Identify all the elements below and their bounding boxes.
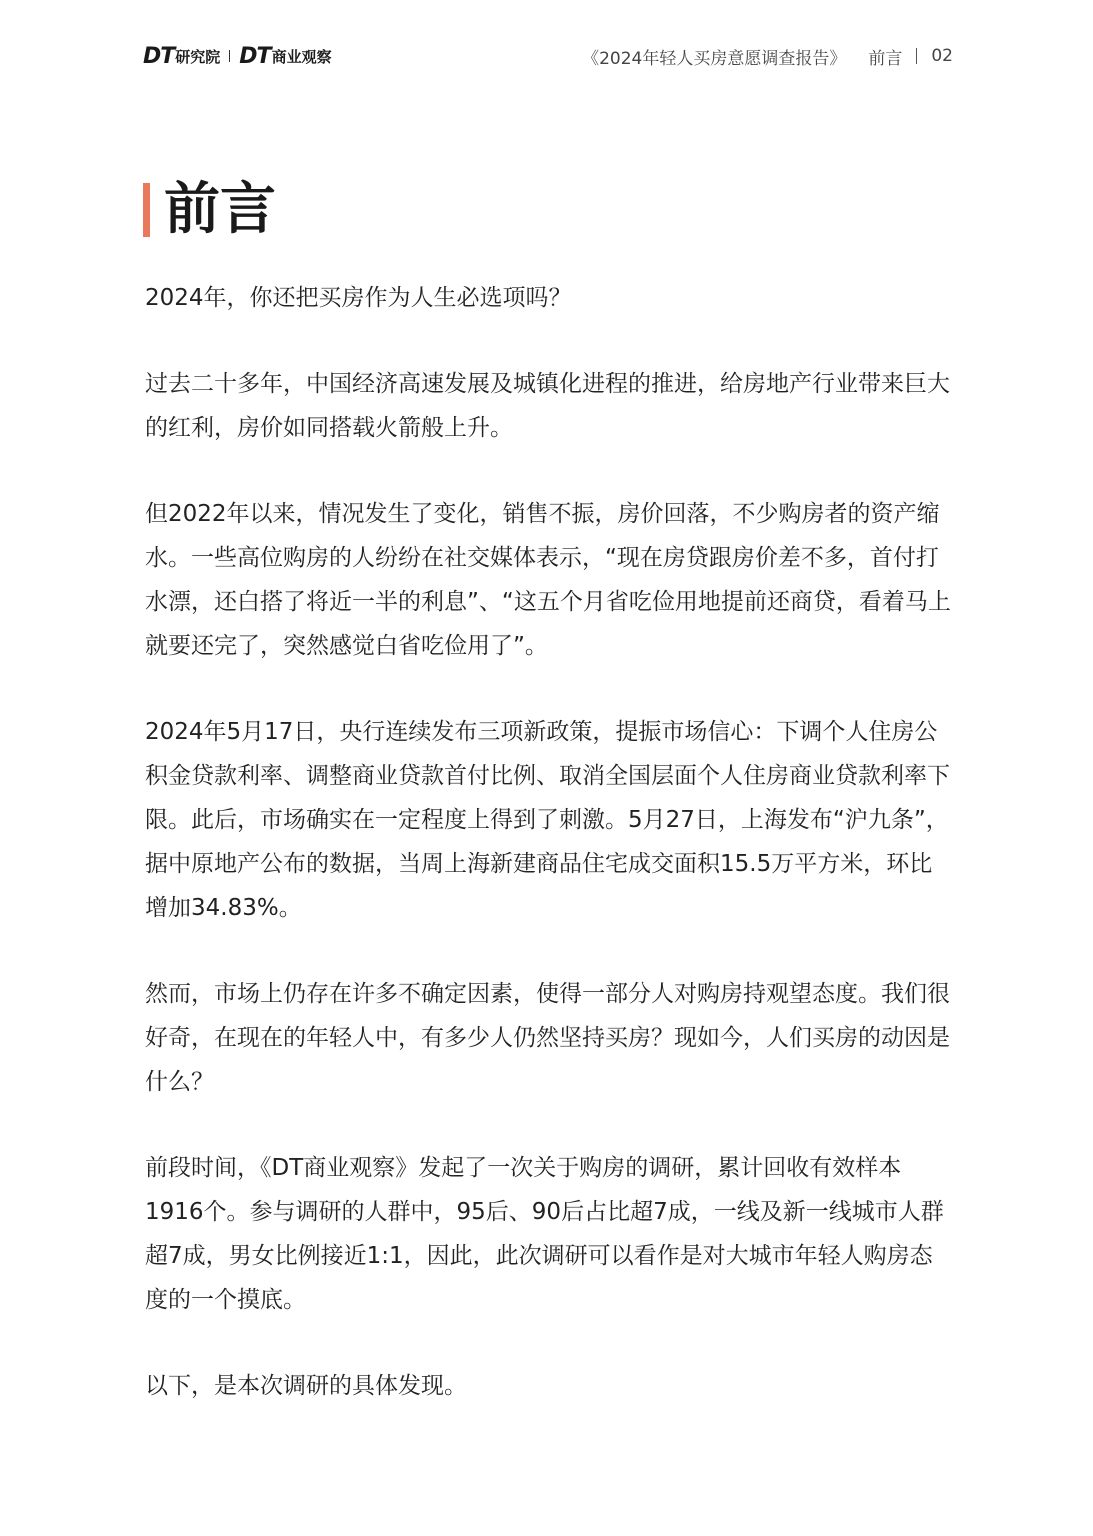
paragraph-2: 过去二十多年，中国经济高速发展及城镇化进程的推进，给房地产行业带来巨大的红利，房价如同搭载火箭般上升。	[145, 371, 950, 441]
brand-research-institute: 研究院	[175, 47, 221, 66]
page-header	[143, 38, 953, 74]
paragraph-7: 以下，是本次调研的具体发现。	[145, 1373, 467, 1399]
paragraph-4: 2024年5月17日，央行连续发布三项新政策，提振市场信心：下调个人住房公积金贷款利率、调整商业贷款首付比例、取消全国层面个人住房商业贷款利率下限。此后，市场确实在一定程度上得到了刺激。5月27日，上海发布“沪九条”，据中原地产公布的数据，当周上海新建商品住宅成交面积15.5万平方米，环比增加34.83%。	[145, 719, 950, 921]
page-title: 前言	[164, 177, 276, 242]
paragraph-6: 前段时间，《DT商业观察》发起了一次关于购房的调研，累计回收有效样本1916个。参与调研的人群中，95后、90后占比超7成，一线及新一线城市人群超7成，男女比例接近1:1，因此，此次调研可以看作是对大城市年轻人购房态度的一个摸底。	[145, 1155, 944, 1313]
report-title: 《2024年轻人买房意愿调查报告》	[582, 48, 847, 69]
section-label: 前言	[868, 48, 903, 69]
body-content	[145, 276, 955, 1450]
brand-separator	[229, 50, 230, 62]
doc-meta	[582, 44, 953, 69]
paragraph-5: 然而，市场上仍存在许多不确定因素，使得一部分人对购房持观望态度。我们很好奇，在现在的年轻人中，有多少人仍然坚持买房？现如今，人们买房的动因是什么？	[145, 981, 950, 1095]
brand-dt-mark-2: DT	[239, 43, 271, 69]
paragraph-3: 但2022年以来，情况发生了变化，销售不振，房价回落，不少购房者的资产缩水。一些高位购房的人纷纷在社交媒体表示，“现在房贷跟房价差不多，首付打水漂，还白搭了将近一半的利息”、“这五个月省吃俭用地提前还商贷，看着马上就要还完了，突然感觉白省吃俭用了”。	[145, 501, 951, 659]
title-accent-bar	[143, 183, 150, 237]
page-number: 02	[931, 46, 953, 66]
paragraph-1: 2024年，你还把买房作为人生必选项吗？	[145, 285, 572, 311]
brand-dt-mark: DT	[143, 43, 175, 69]
meta-divider	[916, 48, 917, 64]
brand-logo	[143, 44, 332, 69]
page-title-block	[143, 178, 276, 242]
brand-business-observer: 商业观察	[271, 47, 332, 66]
